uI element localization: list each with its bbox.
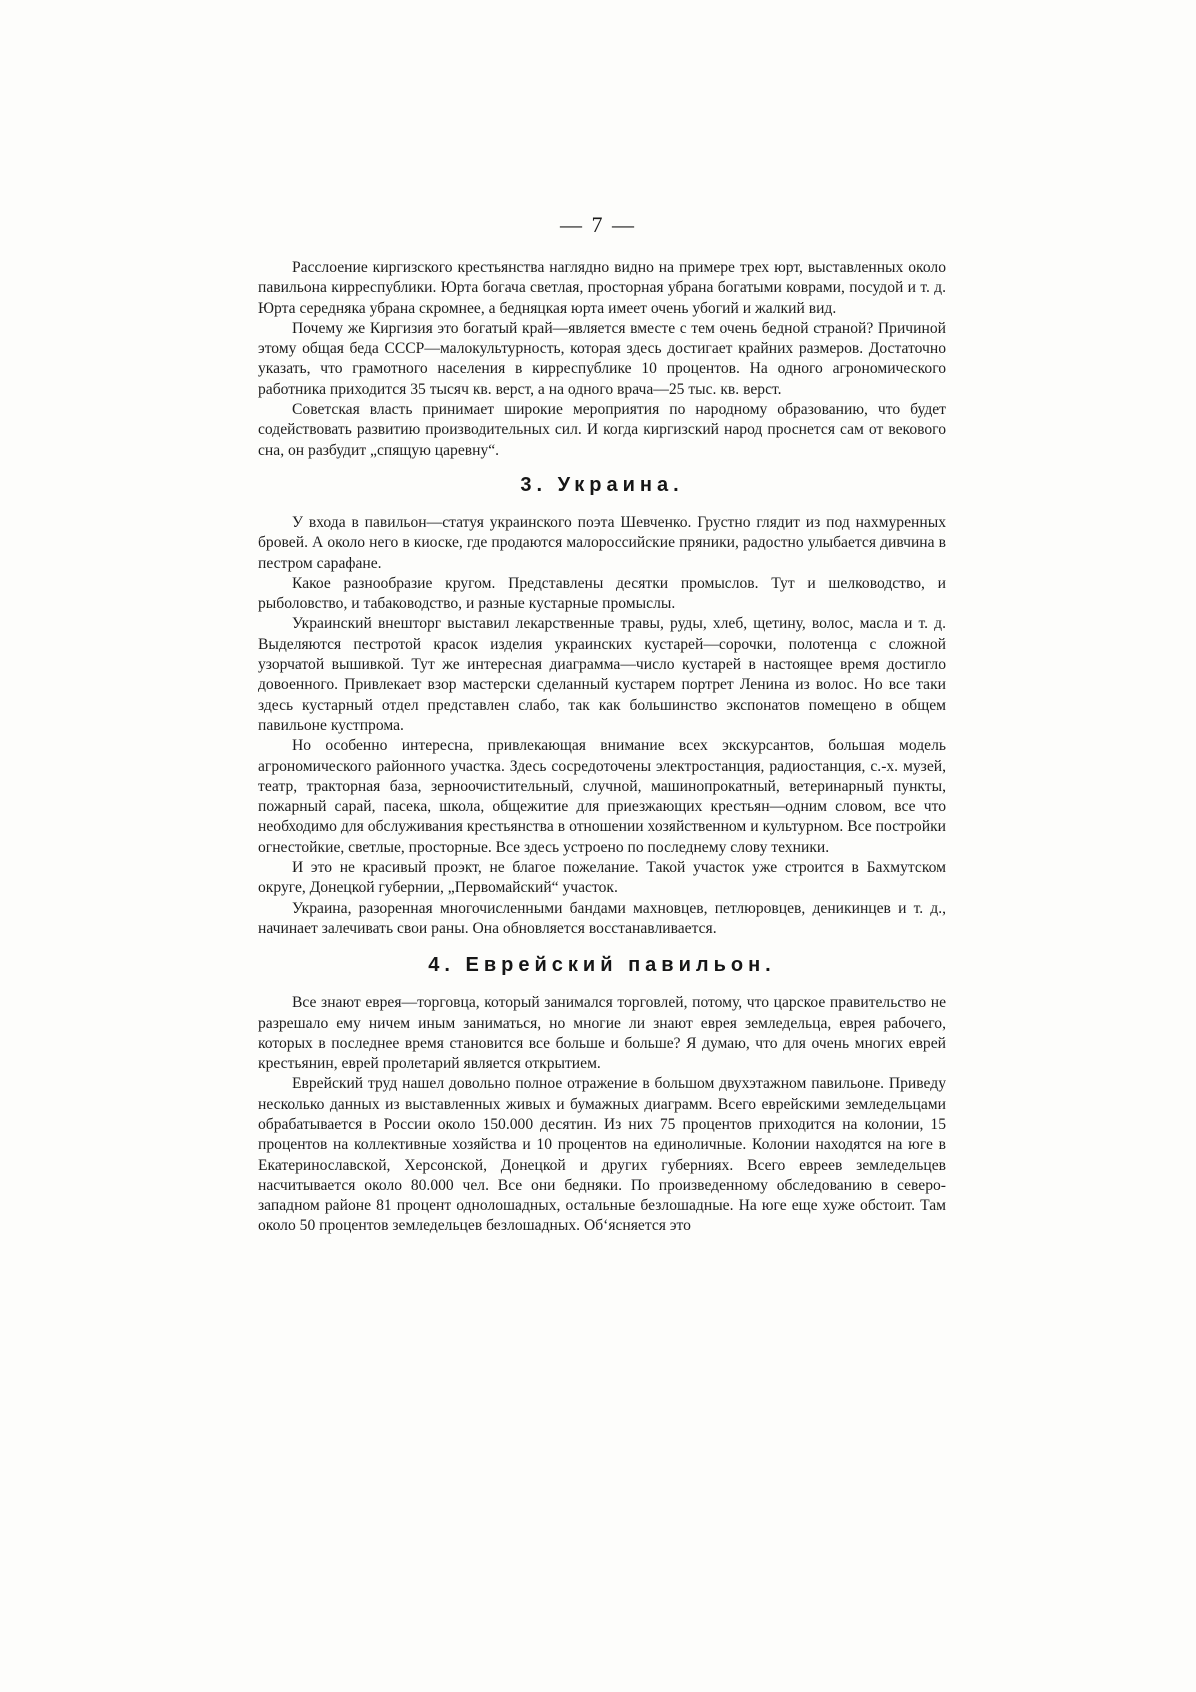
paragraph: Украинский внешторг выставил лекарственные травы, руды, хлеб, щетину, волос, масла и т. д. Выделяются пестротой красок изделия украинских кустарей—сорочки, полотенца с сложной узорчатой вышивкой. Тут же интересная диаграмма—число кустарей в настоящее время достигло довоенного. Привлекает взор мастерски сделанный кустарем портрет Ленина из волос. Но все таки здесь кустарный отдел представлен слабо, так как большинство экспонатов помещено в общем павильоне кустпрома. [258, 615, 946, 734]
paragraph: Но особенно интересна, привлекающая внимание всех экскурсантов, большая модель агрономического районного участка. Здесь сосредоточены электростанция, радиостанция, с.-х. музей, театр, тракторная база, зерноочистительный, случной, машинопрокатный, ветеринарный пункты, пожарный сарай, пасека, школа, общежитие для приезжающих крестьян—одним словом, все что необходимо для обслуживания крестьянства в отношении хозяйственном и культурном. Все постройки огнестойкие, светлые, просторные. Все здесь устроено по последнему слову техники. [258, 737, 946, 856]
paragraph: И это не красивый проэкт, не благое пожелание. Такой участок уже строится в Бахмутском округе, Донецкой губернии, „Первомайский“ участок. [258, 859, 946, 897]
paragraph: Советская власть принимает широкие мероприятия по народному образованию, что будет содействовать развитию производительных сил. И когда киргизский народ проснется сам от векового сна, он разбудит „спящую царевну“. [258, 401, 946, 459]
section-heading-jewish-pavilion: 4. Еврейский павильон. [428, 954, 776, 977]
paragraph: Какое разнообразие кругом. Представлены десятки промыслов. Тут и шелководство, и рыболовство, и табаководство, и разные кустарные промыслы. [258, 574, 946, 613]
paragraph: Еврейский труд нашел довольно полное отражение в большом двухэтажном павильоне. Приведу несколько данных из выставленных живых и бумажных диаграмм. Всего еврейскими земледельцами обрабатывается в России около 150.000 десятин. Из них 75 процентов приходится на колонии, 15 процентов на коллективные хозяйства и 10 процентов на единоличные. Колонии находятся на юге в Екатеринославской, Херсонской, Донецкой и других губерниях. Всего евреев земледельцев насчитывается около 80.000 чел. Все они бедняки. По произведенному обследованию в северо-западном районе 81 процент однолошадных, остальные безлошадные. На юге еще хуже обстоит. Там около 50 процентов земледельцев безлошадных. Об‘ясняется это [258, 1075, 946, 1235]
text-column [258, 258, 946, 1237]
paragraph: Расслоение киргизского крестьянства наглядно видно на примере трех юрт, выставленных около павильона кирреспублики. Юрта богача светлая, просторная убрана богатыми коврами, посудой и т. д. Юрта середняка убрана скромнее, а бедняцкая юрта имеет очень убогий и жалкий вид. [258, 259, 946, 317]
page-number: — 7 — [560, 212, 636, 237]
paragraph: У входа в павильон—статуя украинского поэта Шевченко. Грустно глядит из под нахмуренных бровей. А около него в киоске, где продаются малороссийские пряники, радостно улыбается дивчина в пестром сарафане. [258, 513, 946, 572]
paragraph: Почему же Киргизия это богатый край—является вместе с тем очень бедной страной? Причиной этому общая беда СССР—малокультурность, которая здесь достигает крайних размеров. Достаточно указать, что грамотного населения в кирреспублике 10 процентов. На одного агрономического работника приходится 35 тысяч кв. верст, а на одного врача—25 тыс. кв. верст. [258, 319, 946, 398]
paragraph: Все знают еврея—торговца, который занимался торговлей, потому, что царское правительство не разрешало ему ничем иным заниматься, но многие ли знают еврея земледельца, еврея рабочего, которых в последнее время становится все больше и больше? Я думаю, что для очень многих еврей крестьянин, еврей пролетарий является открытием. [258, 994, 946, 1073]
section-heading-ukraine: 3. Украина. [520, 473, 684, 496]
paragraph: Украина, разоренная многочисленными бандами махновцев, петлюровцев, деникинцев и т. д., начинает залечивать свои раны. Она обновляется восстанавливается. [258, 899, 946, 937]
